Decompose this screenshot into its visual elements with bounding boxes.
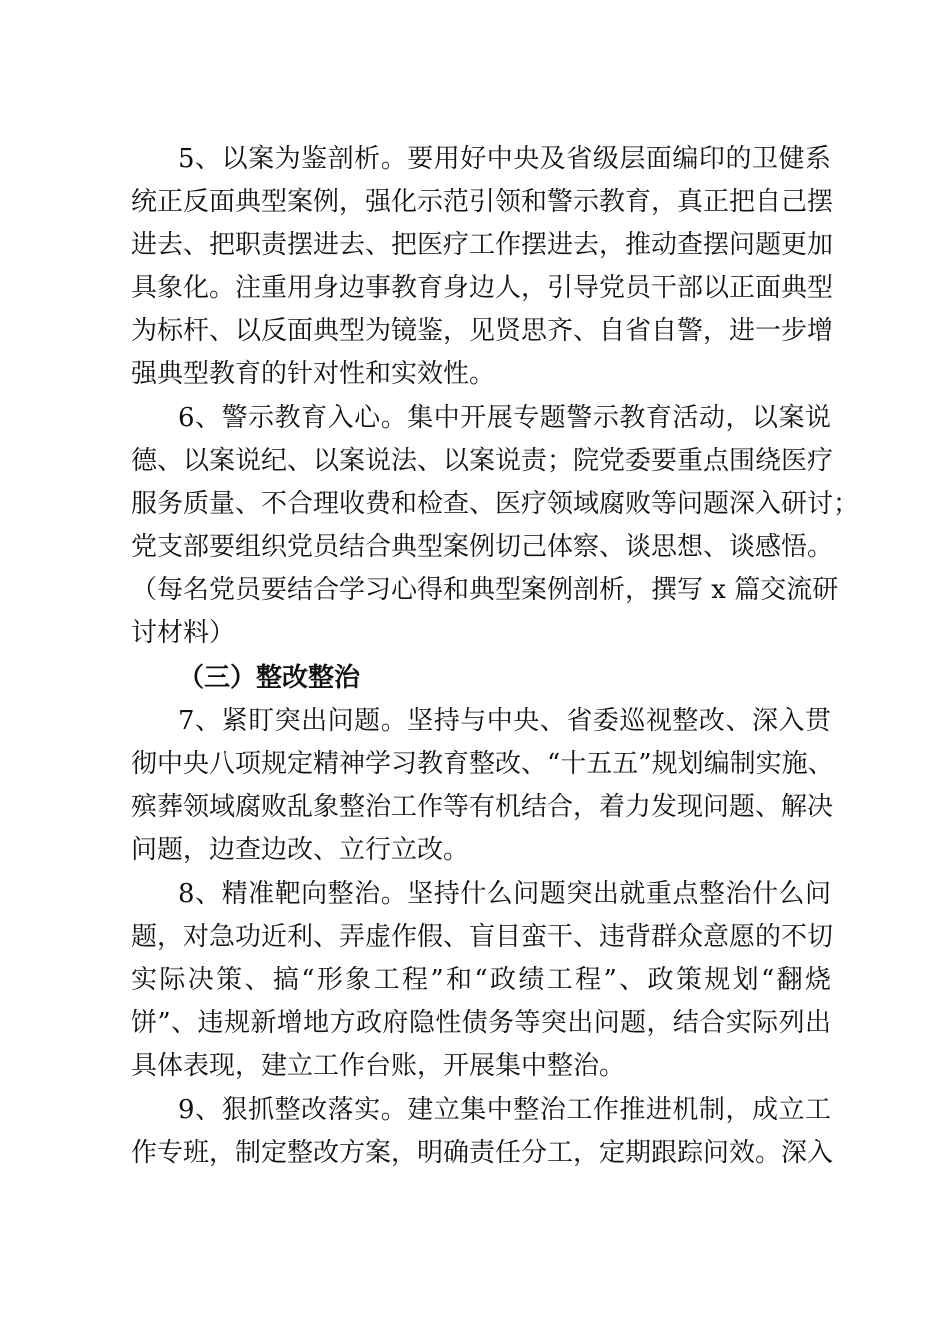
paragraph-5-line: 为标杆、以反面典型为镜鉴，见贤思齐、自省自警，进一步增 [131, 316, 834, 346]
section-heading: （三）整改整治 [178, 663, 361, 693]
paragraph-6-line: 党支部要组织党员结合典型案例切己体察、谈思想、谈感悟。 [131, 532, 834, 562]
paragraph-9-line: 作专班，制定整改方案，明确责任分工，定期跟踪问效。深入 [131, 1138, 834, 1168]
paragraph-8-line: 饼”、违规新增地方政府隐性债务等突出问题，结合实际列出 [131, 1008, 831, 1038]
paragraph-6-line: 6、警示教育入心。集中开展专题警示教育活动，以案说 [178, 403, 831, 433]
paragraph-8-line: 具体表现，建立工作台账，开展集中整治。 [131, 1051, 626, 1081]
paragraph-7-line: 7、紧盯突出问题。坚持与中央、省委巡视整改、深入贯 [178, 706, 831, 736]
paragraph-6-line: （每名党员要结合学习心得和典型案例剖析，撰写 x 篇交流研 [131, 575, 839, 605]
paragraph-5-line: 具象化。注重用身边事教育身边人，引导党员干部以正面典型 [131, 273, 834, 303]
paragraph-6-line: 讨材料） [131, 618, 236, 648]
paragraph-7-line: 殡葬领域腐败乱象整治工作等有机结合，着力发现问题、解决 [131, 792, 834, 822]
paragraph-7-line: 彻中央八项规定精神学习教育整改、“十五五”规划编制实施、 [131, 749, 834, 779]
paragraph-8-line: 题，对急功近利、弄虚作假、盲目蛮干、违背群众意愿的不切 [131, 922, 834, 952]
paragraph-5-line: 强典型教育的针对性和实效性。 [131, 359, 496, 389]
paragraph-5-line: 统正反面典型案例，强化示范引领和警示教育，真正把自己摆 [131, 187, 834, 217]
paragraph-5-line: 进去、把职责摆进去、把医疗工作摆进去，推动查摆问题更加 [131, 230, 834, 260]
paragraph-9-line: 9、狠抓整改落实。建立集中整治工作推进机制，成立工 [178, 1095, 831, 1125]
paragraph-8-line: 实际决策、搞“形象工程”和“政绩工程”、政策规划“翻烧 [131, 965, 831, 995]
paragraph-6-line: 德、以案说纪、以案说法、以案说责；院党委要重点围绕医疗 [131, 446, 834, 476]
paragraph-7-line: 问题，边查边改、立行立改。 [131, 835, 470, 865]
paragraph-6-line: 服务质量、不合理收费和检查、医疗领域腐败等问题深入研讨； [131, 489, 860, 519]
paragraph-8-line: 8、精准靶向整治。坚持什么问题突出就重点整治什么问 [178, 879, 831, 909]
paragraph-5-line: 5、以案为鉴剖析。要用好中央及省级层面编印的卫健系 [178, 144, 831, 174]
